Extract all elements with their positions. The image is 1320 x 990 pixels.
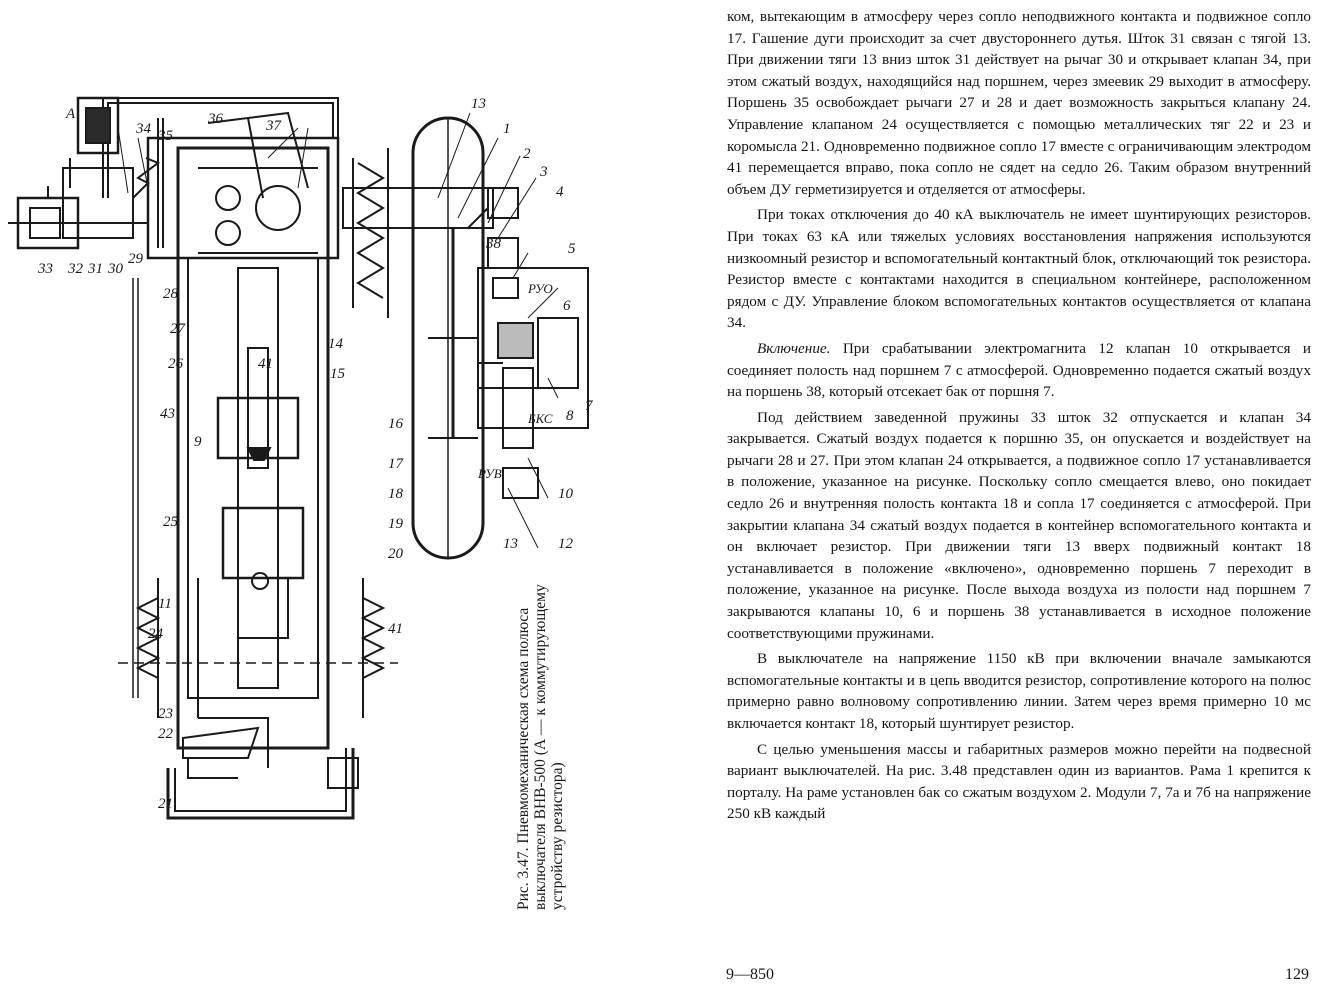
paragraph-3-body: При срабатывании электромагнита 12 клапан 10 открывается и соединяет полость над поршнем 7 с атмосферой. Одновременно подается сжатый воздух на поршень 38, который отсекает бак от поршня 7.: [727, 339, 1311, 401]
paragraph-3: [727, 338, 1311, 403]
figure-callout: 37: [266, 118, 281, 134]
figure-callout: 41: [388, 621, 403, 637]
figure-callout: 17: [388, 456, 403, 472]
figure-callout: 29: [128, 251, 143, 267]
figure-callout: 6: [563, 298, 571, 314]
figure-caption: [515, 580, 566, 910]
figure-callout: 18: [388, 486, 403, 502]
ruv-label: РУВ: [478, 466, 502, 481]
figure-callout: 15: [330, 366, 345, 382]
figure-callout: 26: [168, 356, 183, 372]
bks-label: БКС: [528, 411, 553, 426]
figure-callout: 12: [558, 536, 573, 552]
figure-callout: 43: [160, 406, 175, 422]
paragraph-3-lead: Включение.: [757, 339, 831, 357]
figure-callout: 23: [158, 706, 173, 722]
page-number: 129: [1285, 966, 1309, 983]
figure-callout: 25: [163, 514, 178, 530]
figure-callout: 24: [148, 626, 163, 642]
figure-callout: 9: [194, 434, 202, 450]
paragraph-5: В выключателе на напряжение 1150 кВ при включении вначале замыкаются вспомогательные контакты и в цепь вводится резистор, сопротивление которого на полюс примерно равно волновому сопротивлению линии. Затем через время примерно 10 мс включается контакт 18, который шунтирует резистор.: [727, 650, 1311, 732]
paragraph-4: Под действием заведенной пружины 33 шток 32 отпускается и клапан 34 закрывается. Сжатый воздух подается к поршню 35, он опускается и воздействует на рычаги 28 и 27. При этом клапан 24 открывается, а подвижное сопло 17 устанавливается в положение, указанное на рисунке. Поскольку сопло смещается влево, оно покидает седло 26 и внутренняя полость контакта 18 и сопла 17 соединяется с атмосферой. При закрытии клапана 34 сжатый воздух подается в контейнер вспомогательного контакта и он включает резистор. При движении тяги 13 вверх подвижный контакт 18 устанавливается в положение «включено», одновременно поршень 7 переходит в положение, указанное на рисунке. После выхода воздуха из полости над поршнем 7 закрываются клапаны 10, 6 и поршень 38 устанавливается в исходное положение соответствующими пружинами.: [727, 408, 1311, 642]
figure-callout: 5: [568, 241, 576, 257]
figure-callout: 33: [38, 261, 53, 277]
figure-callout: 20: [388, 546, 403, 562]
figure-callout: 35: [158, 128, 173, 144]
arrow-a-label: A: [66, 106, 76, 122]
caption-label: Рис. 3.47.: [515, 847, 532, 910]
figure-callout: 32: [68, 261, 83, 277]
ruo-label: РУО: [528, 281, 553, 296]
figure-callout: 3: [540, 164, 548, 180]
figure-callout: 1: [503, 121, 511, 137]
figure-callout: 30: [108, 261, 123, 277]
text-column: [727, 6, 1311, 825]
figure-callout: 28: [163, 286, 178, 302]
figure-callout: 27: [170, 321, 185, 337]
paragraph-6: С целью уменьшения массы и габаритных размеров можно перейти на подвесной вариант выключателей. На рис. 3.48 представлен один из вариантов. Рама 1 крепится к порталу. На раме установлен бак со сжатым воздухом 2. Модули 7, 7а и 7б на напряжение 250 кВ каждый: [727, 740, 1311, 823]
figure-callout: 19: [388, 516, 403, 532]
figure-callout: 13: [471, 96, 486, 112]
figure-callout: 14: [328, 336, 343, 352]
figure-callout: 21: [158, 796, 173, 812]
figure-callout: 36: [208, 111, 223, 127]
figure-callout: 38: [486, 236, 501, 252]
figure-callout: 10: [558, 486, 573, 502]
figure-callout: 16: [388, 416, 403, 432]
figure-callout: 7: [585, 398, 593, 414]
paragraph-2: При токах отключения до 40 кА выключатель не имеет шунтирующих резисторов. При токах 63 кА или тяжелых условиях восстановления напряжения используются низкоомный резистор и вспомогательный контактный блок, отключающий ток резистора. Резистор вместе с контактами находится в специальном контейнере, расположенном рядом с ДУ. Управление блоком вспомогательных контактов осуществляется от клапана 34.: [727, 206, 1311, 332]
paragraph-1: ком, вытекающим в атмосферу через сопло неподвижного контакта и подвижное сопло 17. Гашение дуги происходит за счет двустороннего дутья. Шток 31 связан с тягой 13. При движении тяги 13 вниз шток 31 действует на рычаг 30 и открывает клапан 34, при этом сжатый воздух, находящийся над поршнем, через змеевик 29 выходит в атмосферу. Поршень 35 освобождает рычаги 27 и 28 и дает возможность закрыться клапану 24. Управление клапаном 24 осуществляется с помощью металлических тяг 22 и 23 и коромысла 21. Одновременно подвижное сопло 17 вместе с ограничивающим электродом 41 перемещается вправо, пока сопло не сядет на седло 26. Таким образом внутренний объем ДУ герметизируется и отделяется от атмосферы.: [727, 8, 1311, 198]
figure-callout: 2: [523, 146, 531, 162]
caption-text: Пневмомеханическая схема полюса выключателя ВНВ-500 (А — к коммутирующему устройству резистора): [515, 584, 566, 910]
figure-callout: 41: [258, 356, 273, 372]
figure-callout: 11: [158, 596, 172, 612]
figure-callout: 34: [136, 121, 151, 137]
figure-callout: 8: [566, 408, 574, 424]
figure-callout: 13: [503, 536, 518, 552]
figure-callout: 31: [88, 261, 103, 277]
footer-signature: 9—850: [726, 966, 774, 983]
figure-callout: 22: [158, 726, 173, 742]
figure-callout: 4: [556, 184, 564, 200]
